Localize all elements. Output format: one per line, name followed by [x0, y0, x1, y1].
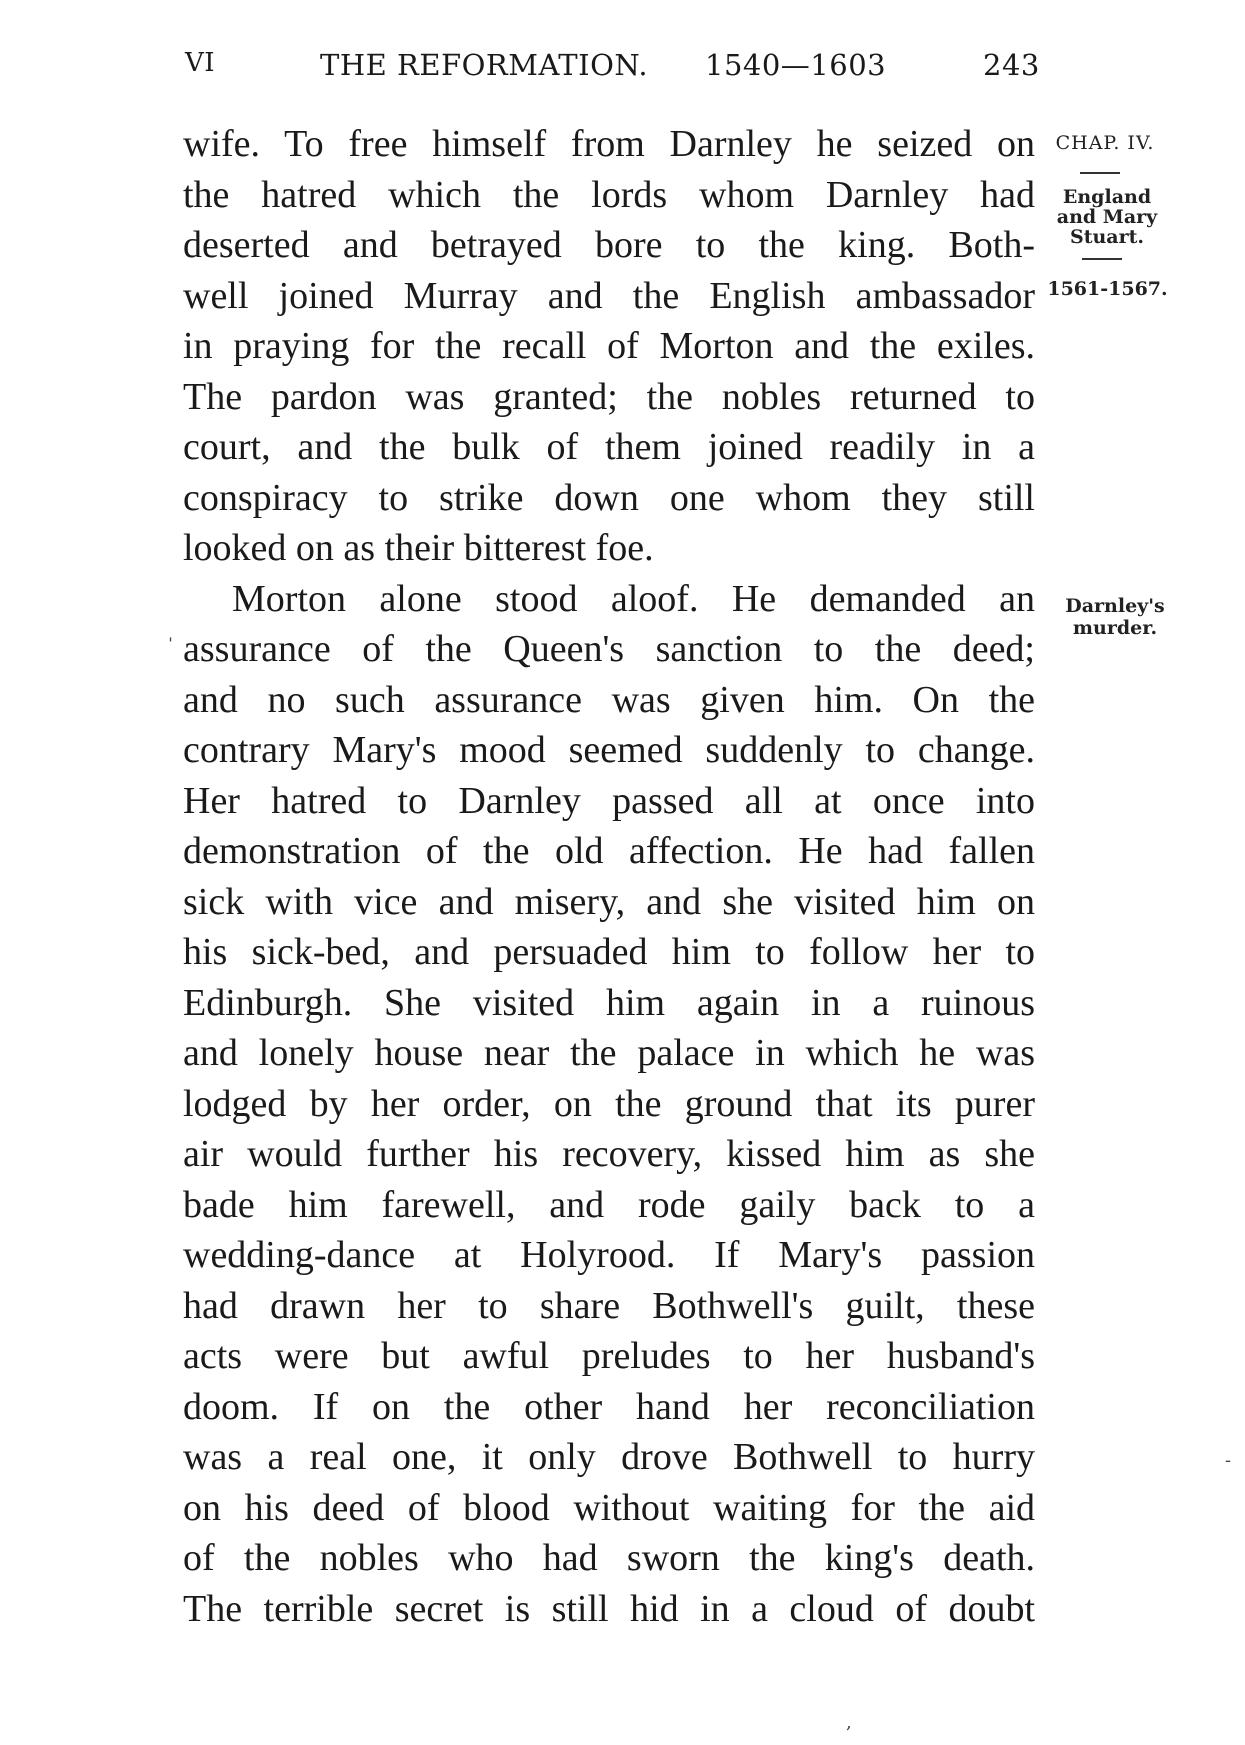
text-line: demonstration of the old affection. He had fallen [183, 830, 1035, 872]
running-header [185, 48, 1040, 88]
text-line: in praying for the recall of Morton and the exiles. [183, 325, 1035, 367]
text-line: lodged by her order, on the ground that its purer [183, 1083, 1035, 1125]
text-line: deserted and betrayed bore to the king. Both- [183, 224, 1035, 266]
margin-note-years: 1561-1567. [1047, 278, 1168, 300]
header-page-number: 243 [983, 48, 1040, 82]
text-line: sick with vice and misery, and she visited him on [183, 881, 1035, 923]
text-line: wedding-dance at Holyrood. If Mary's passion [183, 1234, 1035, 1276]
margin-note-chapter: CHAP. IV. [1055, 132, 1155, 154]
header-volume: VI [185, 48, 216, 78]
text-line: Her hatred to Darnley passed all at once into [183, 780, 1035, 822]
text-line: well joined Murray and the English ambassador [183, 275, 1035, 317]
text-line: court, and the bulk of them joined readily in a [183, 426, 1035, 468]
text-line: the hatred which the lords whom Darnley had [183, 174, 1035, 216]
scan-mark: - [1225, 1450, 1232, 1471]
text-line: assurance of the Queen's sanction to the deed; [183, 628, 1035, 670]
text-line: contrary Mary's mood seemed suddenly to change. [183, 729, 1035, 771]
text-line: doom. If on the other hand her reconciliation [183, 1386, 1035, 1428]
margin-note-section-line3: Stuart. [1069, 226, 1145, 248]
scan-mark: ˈ [168, 635, 173, 656]
text-line: on his deed of blood without waiting for the aid [183, 1487, 1035, 1529]
text-line: had drawn her to share Bothwell's guilt, these [183, 1285, 1035, 1327]
text-line: his sick-bed, and persuaded him to follow her to [183, 931, 1035, 973]
text-line: and lonely house near the palace in which he was [183, 1032, 1035, 1074]
margin-note-topic-line1: Darnley's [1065, 595, 1165, 617]
margin-note-section-line1: England [1062, 186, 1152, 208]
text-line: of the nobles who had sworn the king's death. [183, 1537, 1035, 1579]
text-line: bade him farewell, and rode gaily back to a [183, 1184, 1035, 1226]
text-line: Morton alone stood aloof. He demanded an [232, 578, 1035, 620]
margin-note-topic-line2: murder. [1072, 617, 1158, 639]
margin-note-section-line2: and Mary [1056, 206, 1158, 228]
text-line: conspiracy to strike down one whom they still [183, 477, 1035, 519]
text-line: wife. To free himself from Darnley he seized on [183, 123, 1035, 165]
text-line: and no such assurance was given him. On the [183, 679, 1035, 721]
header-dates: 1540—1603 [705, 48, 887, 82]
scan-mark: , [846, 1712, 852, 1733]
text-line: looked on as their bitterest foe. [183, 527, 654, 569]
margin-rule [1080, 172, 1120, 174]
text-line: was a real one, it only drove Bothwell to hurry [183, 1436, 1035, 1478]
text-line: The terrible secret is still hid in a cloud of doubt [183, 1588, 1035, 1630]
text-line: The pardon was granted; the nobles returned to [183, 376, 1035, 418]
text-line: acts were but awful preludes to her husband's [183, 1335, 1035, 1377]
header-title: THE REFORMATION. [320, 48, 649, 82]
margin-rule [1082, 258, 1122, 260]
text-line: air would further his recovery, kissed him as she [183, 1133, 1035, 1175]
text-line: Edinburgh. She visited him again in a ruinous [183, 982, 1035, 1024]
